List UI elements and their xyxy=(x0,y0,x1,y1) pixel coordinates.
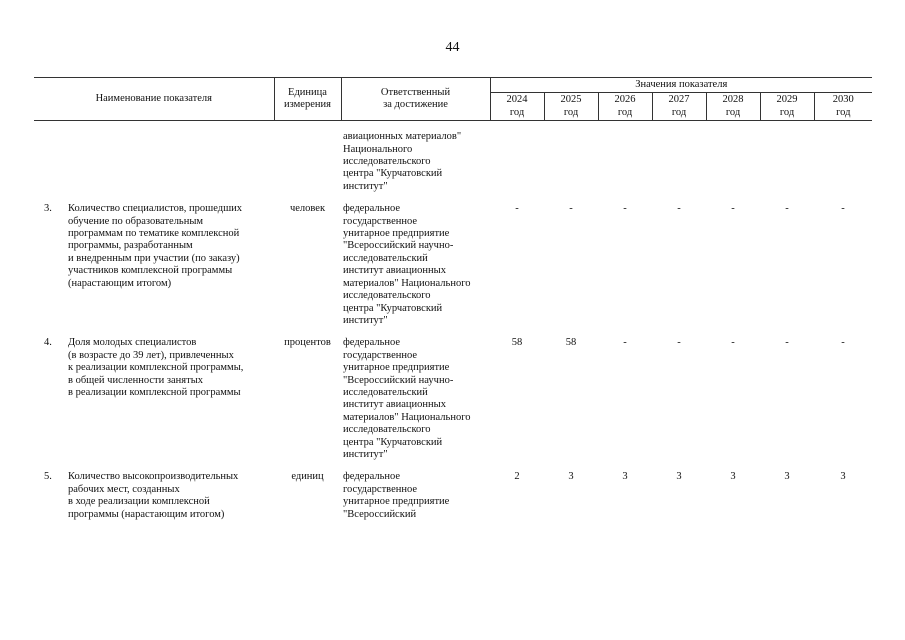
cell-responsible xyxy=(341,131,490,193)
cell-value-2026: 3 xyxy=(622,471,628,483)
header-values-title: Значения показателя xyxy=(490,78,872,93)
responsible-line: унитарное предприятие xyxy=(343,496,450,508)
cell-responsible xyxy=(341,337,490,461)
cell-name-empty xyxy=(34,131,274,193)
responsible-line: государственное xyxy=(343,215,418,227)
responsible-line: "Всероссийский научно- xyxy=(343,374,454,386)
cell-unit: человек xyxy=(289,203,326,215)
responsible-line: исследовательского xyxy=(343,424,431,436)
indicator-name-line: (нарастающим итогом) xyxy=(68,277,172,289)
cell-value-2028: - xyxy=(731,337,735,349)
header-unit-line1: Единица xyxy=(288,86,327,98)
header-name: Наименование показателя xyxy=(34,78,274,121)
indicator-name-line: в реализации комплексной программы xyxy=(68,386,241,398)
page-number: 44 xyxy=(445,40,460,55)
indicators-table xyxy=(34,77,872,521)
cell-value-2024: 58 xyxy=(511,337,523,349)
indicator-name xyxy=(68,203,242,290)
responsible-line: институт авиационных xyxy=(343,399,446,411)
indicator-name-line: в ходе реализации комплексной xyxy=(68,496,210,508)
cell-value-2027: - xyxy=(677,337,681,349)
header-responsible xyxy=(341,78,490,121)
header-year-2026 xyxy=(598,93,652,121)
indicator-name-line: к реализации комплексной программы, xyxy=(68,362,244,374)
cell-indicator-name xyxy=(34,337,274,461)
header-year-2028 xyxy=(706,93,760,121)
indicator-name-line: рабочих мест, созданных xyxy=(68,483,180,495)
responsible-line: центра "Курчатовский xyxy=(343,302,443,314)
table-row xyxy=(34,471,872,521)
cell-indicator-name xyxy=(34,203,274,327)
header-year-value: 2028 xyxy=(722,94,744,106)
cell-unit: единиц xyxy=(291,471,324,483)
header-year-2029 xyxy=(760,93,814,121)
responsible-line: государственное xyxy=(343,349,418,361)
responsible-line: институт" xyxy=(343,180,388,192)
responsible-line: исследовательский xyxy=(343,386,428,398)
responsible-line: "Всероссийский xyxy=(343,508,417,520)
table-header xyxy=(34,78,872,121)
header-year-2027 xyxy=(652,93,706,121)
responsible-line: "Всероссийский научно- xyxy=(343,240,454,252)
responsible-line: государственное xyxy=(343,483,418,495)
header-year-2024 xyxy=(490,93,544,121)
header-year-2030 xyxy=(814,93,872,121)
responsible-line: исследовательского xyxy=(343,156,431,168)
cell-value-2030: - xyxy=(841,337,845,349)
table-row-continuation xyxy=(34,131,872,193)
indicator-name-line: в общей численности занятых xyxy=(68,374,204,386)
responsible-line: исследовательского xyxy=(343,290,431,302)
responsible-line: Национального xyxy=(343,143,413,155)
cell-responsible xyxy=(341,203,490,327)
cell-value-2030: - xyxy=(841,203,845,215)
indicator-name-line: и внедренным при участии (по заказу) xyxy=(68,252,240,264)
cell-unit-empty xyxy=(274,131,341,193)
indicator-name-line: обучение по образовательным xyxy=(68,215,204,227)
cell-value-2028: - xyxy=(731,203,735,215)
indicator-name-line: программы (нарастающим итогом) xyxy=(68,508,225,520)
responsible-line: унитарное предприятие xyxy=(343,228,450,240)
header-year-value: 2029 xyxy=(776,94,798,106)
header-year-value: 2024 xyxy=(506,94,528,106)
responsible-line: исследовательский xyxy=(343,252,428,264)
indicator-name-line: (в возрасте до 39 лет), привлеченных xyxy=(68,349,234,361)
responsible-line: центра "Курчатовский xyxy=(343,168,443,180)
cell-value-2027: 3 xyxy=(676,471,682,483)
cell-indicator-name xyxy=(34,471,274,521)
indicator-name-line: Количество специалистов, прошедших xyxy=(68,203,243,215)
row-number: 4. xyxy=(44,337,52,349)
responsible-line: материалов" Национального xyxy=(343,411,471,423)
cell-unit: процентов xyxy=(284,337,331,349)
header-year-suffix: год xyxy=(617,106,633,118)
cell-value-2024: - xyxy=(515,203,519,215)
indicator-name xyxy=(68,471,238,521)
responsible-line: федеральное xyxy=(343,203,401,215)
indicator-name-line: участников комплексной программы xyxy=(68,265,233,277)
indicator-name xyxy=(68,337,243,399)
header-resp-line2: за достижение xyxy=(383,99,448,111)
cell-value-2025: 3 xyxy=(568,471,574,483)
cell-value-2026: - xyxy=(623,203,627,215)
cell-value-2029: - xyxy=(785,337,789,349)
header-year-suffix: год xyxy=(563,106,579,118)
cell-value-2028: 3 xyxy=(730,471,736,483)
cell-value-2027: - xyxy=(677,203,681,215)
header-year-suffix: год xyxy=(671,106,687,118)
header-year-suffix: год xyxy=(725,106,741,118)
responsible-line: федеральное xyxy=(343,471,401,483)
header-year-2025 xyxy=(544,93,598,121)
responsible-line: унитарное предприятие xyxy=(343,362,450,374)
header-year-suffix: год xyxy=(779,106,795,118)
responsible-line: федеральное xyxy=(343,337,401,349)
indicator-name-line: Доля молодых специалистов xyxy=(68,337,197,349)
header-year-suffix: год xyxy=(836,106,851,118)
cell-value-2025: 58 xyxy=(565,337,577,349)
responsible-line: авиационных материалов" xyxy=(343,131,462,143)
indicator-name-line: программы, разработанным xyxy=(68,240,193,252)
responsible-line: институт" xyxy=(343,448,388,460)
header-year-value: 2030 xyxy=(832,94,854,106)
responsible-line: материалов" Национального xyxy=(343,277,471,289)
header-year-suffix: год xyxy=(509,106,525,118)
indicator-name-line: Количество высокопроизводительных xyxy=(68,471,239,483)
header-unit-line2: измерения xyxy=(284,99,331,111)
cell-value-2025: - xyxy=(569,203,573,215)
table-row xyxy=(34,337,872,461)
header-unit xyxy=(274,78,341,121)
header-year-value: 2027 xyxy=(668,94,690,106)
responsible-line: институт авиационных xyxy=(343,265,446,277)
cell-value-2024: 2 xyxy=(514,471,520,483)
table-body xyxy=(34,121,872,521)
header-resp-line1: Ответственный xyxy=(380,86,451,98)
responsible-line: институт" xyxy=(343,314,388,326)
cell-value-2030: 3 xyxy=(840,471,846,483)
cell-value-2029: 3 xyxy=(784,471,790,483)
responsible-line: центра "Курчатовский xyxy=(343,436,443,448)
cell-responsible xyxy=(341,471,490,521)
row-number: 5. xyxy=(44,471,52,483)
table-row xyxy=(34,203,872,327)
indicator-name-line: программам по тематике комплексной xyxy=(68,228,240,240)
cell-values-empty xyxy=(490,131,872,193)
header-year-value: 2026 xyxy=(614,94,636,106)
cell-value-2029: - xyxy=(785,203,789,215)
cell-value-2026: - xyxy=(623,337,627,349)
header-year-value: 2025 xyxy=(560,94,582,106)
row-number: 3. xyxy=(44,203,52,215)
